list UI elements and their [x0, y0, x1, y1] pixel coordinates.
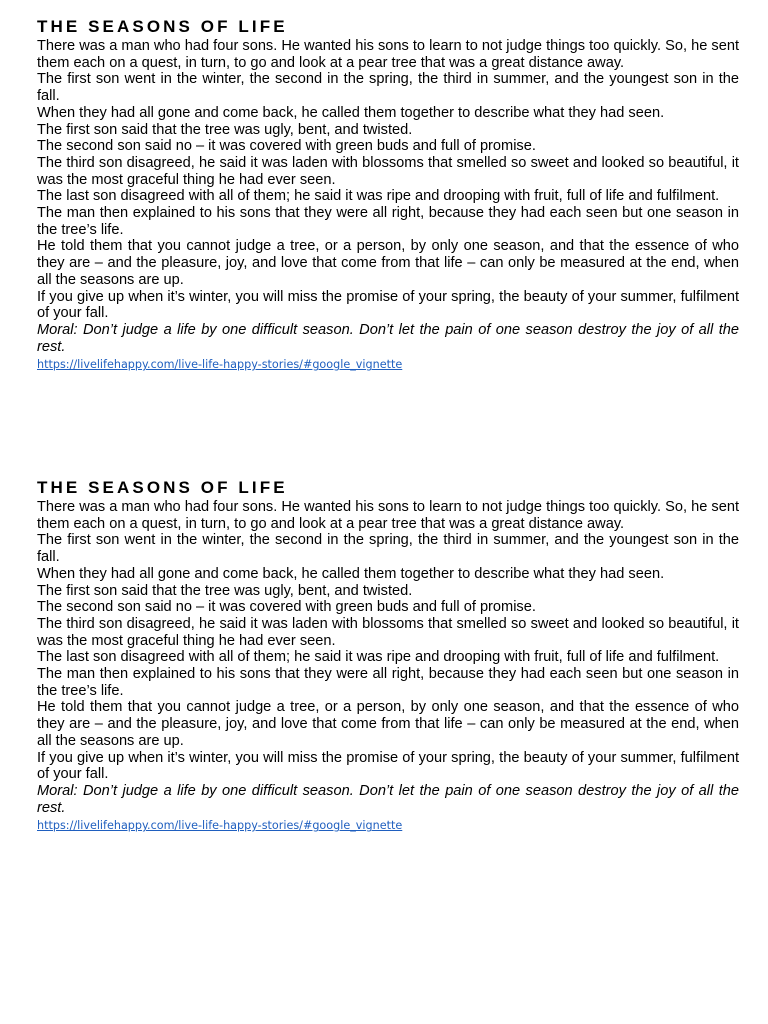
story-paragraph: The third son disagreed, he said it was laden with blossoms that smelled so sweet and looked so beautiful, it was the most graceful thing he had ever seen. — [37, 615, 739, 649]
story-paragraph: He told them that you cannot judge a tree, or a person, by only one season, and that the essence of who they are – and the pleasure, joy, and love that come from that life – can only be measured at the end, when all the seasons are up. — [37, 238, 739, 288]
story-paragraph: The first son went in the winter, the second in the spring, the third in summer, and the youngest son in the fall. — [37, 532, 739, 566]
story-paragraph: The second son said no – it was covered with green buds and full of promise. — [37, 599, 536, 616]
story-block-2 — [37, 477, 739, 834]
story-paragraph: The last son disagreed with all of them; he said it was ripe and drooping with fruit, full of life and fulfilment. — [37, 188, 720, 205]
source-link[interactable]: https://livelifehappy.com/live-life-happy-stories/#google_vignette — [37, 819, 403, 833]
story-paragraph: There was a man who had four sons. He wanted his sons to learn to not judge things too quickly. So, he sent them each on a quest, in turn, to go and look at a pear tree that was a great distance away. — [37, 38, 739, 71]
story-paragraph: The man then explained to his sons that they were all right, because they had each seen but one season in the tree’s life. — [37, 205, 739, 238]
story-paragraph: The first son said that the tree was ugly, bent, and twisted. — [37, 582, 413, 599]
story-paragraph: The first son went in the winter, the second in the spring, the third in summer, and the youngest son in the fall. — [37, 71, 739, 105]
story-paragraph: When they had all gone and come back, he called them together to describe what they had seen. — [37, 104, 665, 121]
story-moral: Moral: Don’t judge a life by one difficult season. Don’t let the pain of one season destroy the joy of all the rest. — [37, 782, 739, 816]
story-paragraph: If you give up when it’s winter, you will miss the promise of your spring, the beauty of your summer, fulfilment of your fall. — [37, 749, 739, 783]
story-title: THE SEASONS OF LIFE — [37, 478, 288, 497]
story-paragraph: The third son disagreed, he said it was laden with blossoms that smelled so sweet and looked so beautiful, it was the most graceful thing he had ever seen. — [37, 154, 739, 188]
story-title: THE SEASONS OF LIFE — [37, 17, 288, 36]
story-paragraph: There was a man who had four sons. He wanted his sons to learn to not judge things too quickly. So, he sent them each on a quest, in turn, to go and look at a pear tree that was a great distance away. — [37, 499, 739, 532]
story-paragraph: The man then explained to his sons that they were all right, because they had each seen but one season in the tree’s life. — [37, 666, 739, 699]
source-link[interactable]: https://livelifehappy.com/live-life-happy-stories/#google_vignette — [37, 358, 403, 372]
story-moral: Moral: Don’t judge a life by one difficult season. Don’t let the pain of one season destroy the joy of all the rest. — [37, 321, 739, 355]
story-paragraph: He told them that you cannot judge a tree, or a person, by only one season, and that the essence of who they are – and the pleasure, joy, and love that come from that life – can only be measured at the end, when all the seasons are up. — [37, 699, 739, 749]
story-paragraph: The first son said that the tree was ugly, bent, and twisted. — [37, 121, 413, 138]
story-paragraph: The second son said no – it was covered with green buds and full of promise. — [37, 138, 536, 155]
story-block-1 — [37, 16, 739, 373]
story-paragraph: When they had all gone and come back, he called them together to describe what they had seen. — [37, 565, 665, 582]
story-paragraph: The last son disagreed with all of them; he said it was ripe and drooping with fruit, full of life and fulfilment. — [37, 649, 720, 666]
story-paragraph: If you give up when it’s winter, you will miss the promise of your spring, the beauty of your summer, fulfilment of your fall. — [37, 288, 739, 322]
